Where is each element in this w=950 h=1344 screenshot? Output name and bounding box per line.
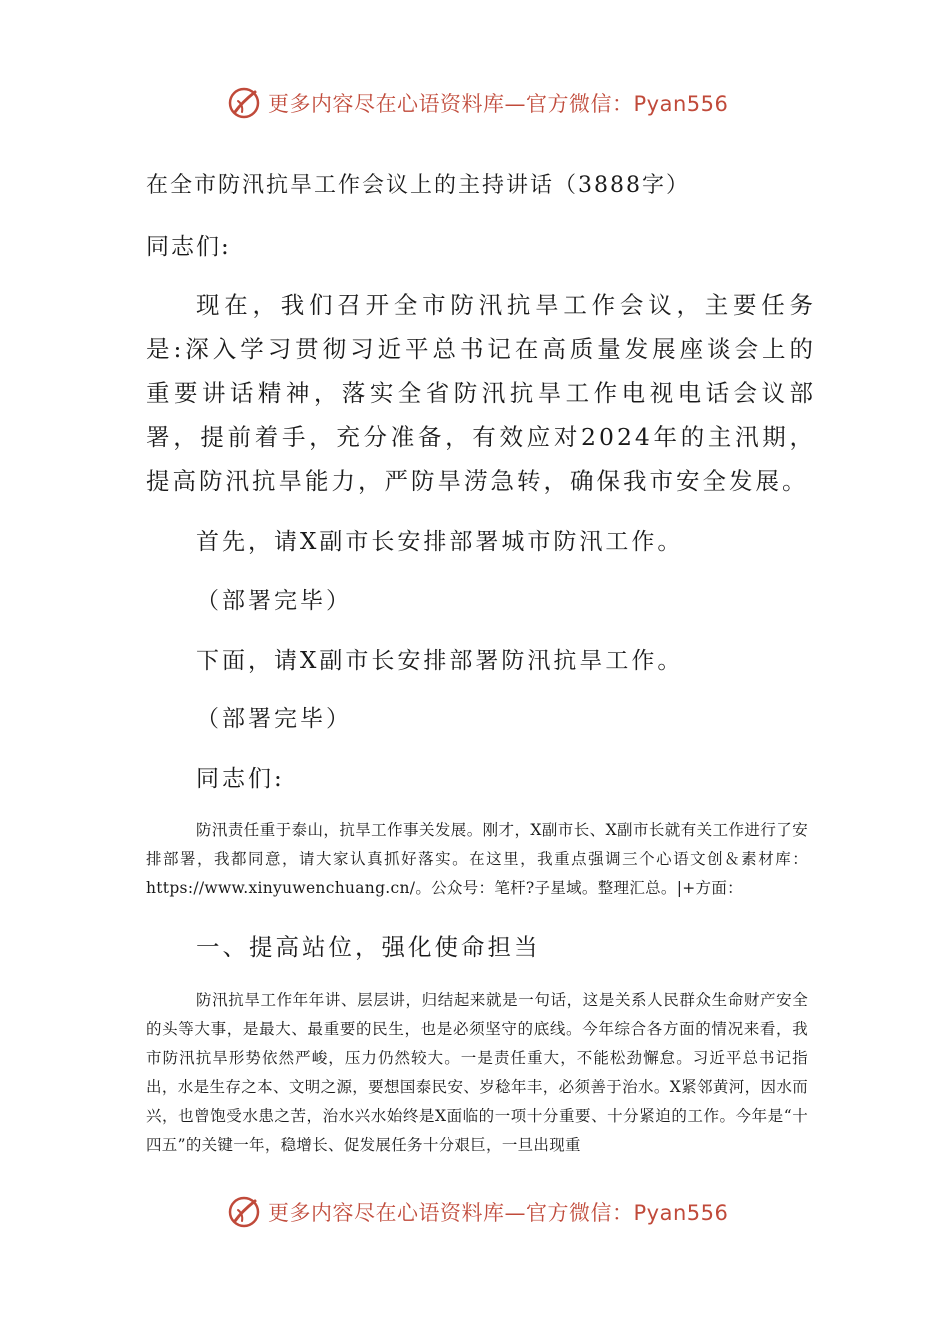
greeting: 同志们:: [196, 766, 285, 792]
greeting: 同志们:: [146, 234, 231, 260]
document-title: 在全市防汛抗旱工作会议上的主持讲话（3888字）: [146, 173, 690, 198]
paragraph-line: 下面，请X副市长安排部署防汛抗旱工作。: [196, 648, 684, 674]
brush-logo-icon: [226, 85, 262, 121]
paragraph: 防汛抗旱工作年年讲、层层讲，归结起来就是一句话，这是关系人民群众生命财产安全的头等大事，是最大、最重要的民生，也是必须坚守的底线。今年综合各方面的情况来看，我市防汛抗旱形势依然严峻，压力仍然较大。一是责任重大，不能松劲懈怠。习近平总书记指出，水是生存之本、文明之源，要想国泰民安、岁稔年丰，必须善于治水。X紧邻黄河，因水而兴，也曾饱受水患之苦，治水兴水始终是X面临的一项十分重要、十分紧迫的工作。今年是“十四五”的关键一年，稳增长、促发展任务十分艰巨，一旦出现重: [146, 991, 808, 1154]
watermark-banner-top: [226, 83, 746, 123]
paragraph: 防汛责任重于泰山，抗旱工作事关发展。刚才，X副市长、X副市长就有关工作进行了安排部署，我都同意，请大家认真抓好落实。在这里，我重点强调三个心语文创＆素材库：https://www.xinyuwenchuang.cn/。公众号：笔杆?子星域。整理汇总。|+方面：: [146, 821, 808, 897]
brush-logo-icon: [226, 1194, 262, 1230]
watermark-text: 更多内容尽在心语资料库—官方微信：Pyan556: [268, 92, 729, 116]
watermark-text: 更多内容尽在心语资料库—官方微信：Pyan556: [268, 1201, 729, 1225]
watermark-banner-bottom: [226, 1192, 746, 1232]
paragraph-line: （部署完毕）: [196, 706, 352, 732]
paragraph-line: （部署完毕）: [196, 588, 352, 614]
paragraph-line: 首先，请X副市长安排部署城市防汛工作。: [196, 529, 684, 555]
section-heading: 一、提高站位，强化使命担当: [196, 933, 541, 961]
paragraph: 现在，我们召开全市防汛抗旱工作会议，主要任务是:深入学习贯彻习近平总书记在高质量发展座谈会上的重要讲话精神，落实全省防汛抗旱工作电视电话会议部署，提前着手，充分准备，有效应对2024年的主汛期，提高防汛抗旱能力，严防旱涝急转，确保我市安全发展。: [146, 291, 816, 495]
